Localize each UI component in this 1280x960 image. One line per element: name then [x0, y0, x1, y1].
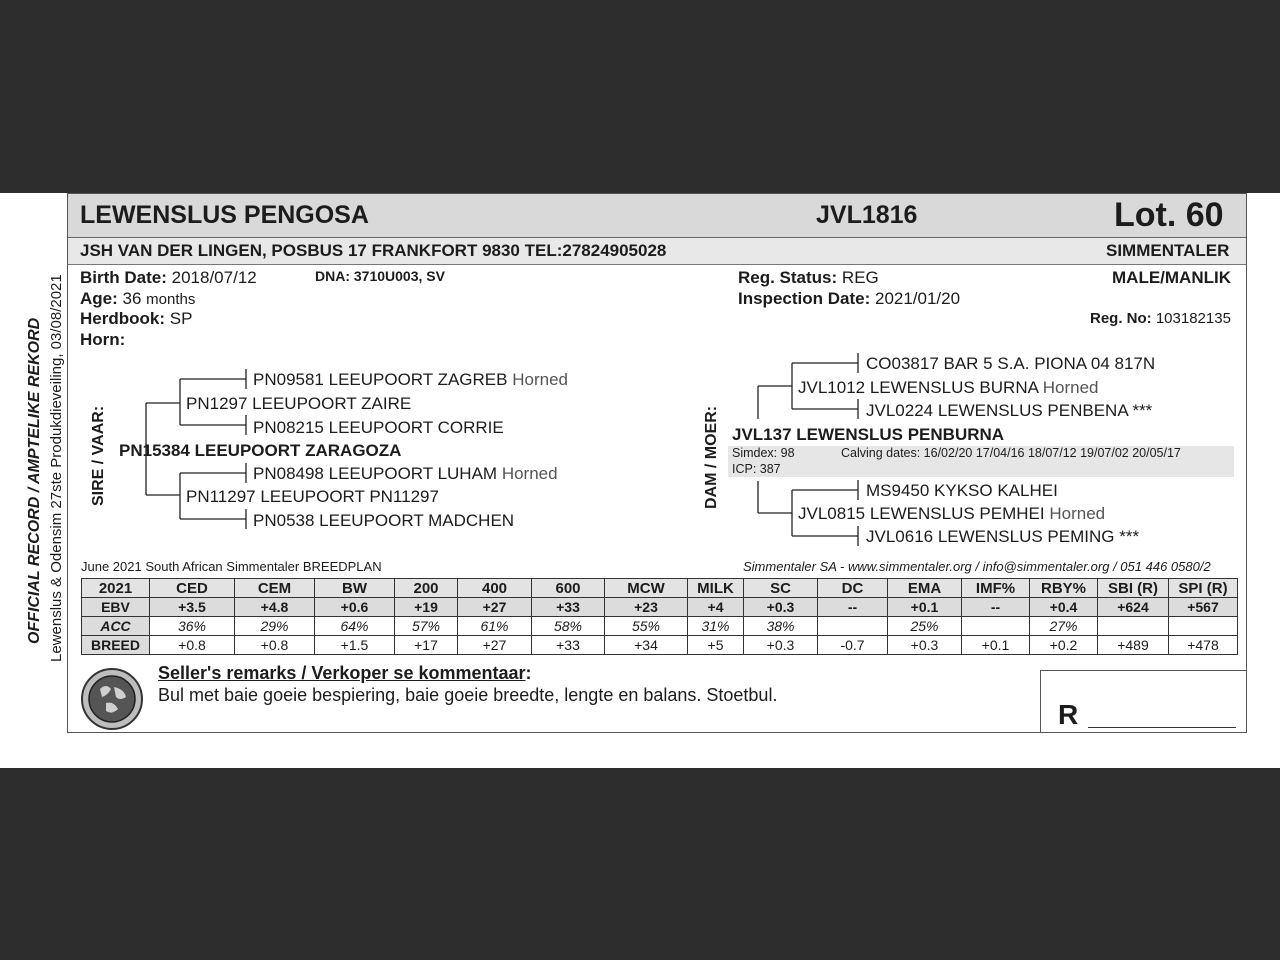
- table-header-cell: 400: [458, 579, 532, 598]
- table-cell: +23: [605, 598, 688, 617]
- remarks-text: Bul met baie goeie bespiering, baie goeie breedte, lengte en balans. Stoetbul.: [158, 685, 778, 705]
- sire-sire-dam: PN08215 LEEUPOORT CORRIE: [253, 418, 504, 437]
- dam-sire: JVL1012 LEWENSLUS BURNA Horned: [798, 378, 1099, 397]
- table-header-cell: DC: [818, 579, 888, 598]
- table-cell: +4: [688, 598, 744, 617]
- table-cell: 25%: [888, 617, 962, 636]
- table-cell: 27%: [1030, 617, 1098, 636]
- table-cell: --: [962, 598, 1030, 617]
- table-cell: 38%: [744, 617, 818, 636]
- animal-name: LEWENSLUS PENGOSA: [80, 201, 369, 229]
- lot-number: Lot. 60: [1114, 196, 1224, 234]
- table-header-cell: SC: [744, 579, 818, 598]
- table-row: [82, 598, 1238, 617]
- table-cell: +567: [1169, 598, 1238, 617]
- table-cell: +0.8: [235, 636, 315, 655]
- reg-no: Reg. No: 103182135: [1090, 310, 1231, 327]
- sire-dam-sire: PN08498 LEEUPOORT LUHAM Horned: [253, 464, 558, 483]
- table-header-cell: MILK: [688, 579, 744, 598]
- table-cell: +3.5: [150, 598, 235, 617]
- table-cell: +17: [395, 636, 458, 655]
- dam-sire-sire: CO03817 BAR 5 S.A. PIONA 04 817N: [866, 354, 1156, 373]
- table-header-cell: 2021: [82, 579, 150, 598]
- table-header-cell: MCW: [605, 579, 688, 598]
- calving-dates: Calving dates: 16/02/20 17/04/16 18/07/12 19/07/02 20/05/17: [841, 446, 1181, 460]
- table-header-cell: 200: [395, 579, 458, 598]
- dam-dam: JVL0815 LEWENSLUS PEMHEI Horned: [798, 504, 1106, 523]
- table-header-cell: 600: [532, 579, 605, 598]
- row-label-cell: ACC: [82, 617, 150, 636]
- table-header-cell: CED: [150, 579, 235, 598]
- table-cell: +0.3: [744, 636, 818, 655]
- table-cell: [962, 617, 1030, 636]
- sire-dam: PN11297 LEEUPOORT PN11297: [186, 487, 439, 506]
- table-cell: +19: [395, 598, 458, 617]
- breed-label: SIMMENTALER: [1106, 241, 1230, 260]
- reg-status: Reg. Status: REG: [738, 268, 879, 287]
- table-cell: +33: [532, 598, 605, 617]
- table-header-cell: EMA: [888, 579, 962, 598]
- icp: ICP: 387: [732, 462, 781, 476]
- sire-dam-dam: PN0538 LEEUPOORT MADCHEN: [253, 511, 515, 530]
- owner-line: JSH VAN DER LINGEN, POSBUS 17 FRANKFORT 9830 TEL:27824905028: [80, 241, 667, 260]
- official-record-label: OFFICIAL RECORD / AMPTELIKE REKORD: [26, 317, 43, 644]
- simmentaler-logo-icon: [80, 667, 144, 731]
- birth-date: Birth Date: 2018/07/12: [80, 268, 257, 287]
- sex-label: MALE/MANLIK: [1112, 268, 1231, 287]
- table-cell: 61%: [458, 617, 532, 636]
- table-row: [82, 636, 1238, 655]
- table-cell: +478: [1169, 636, 1238, 655]
- table-row: [82, 617, 1238, 636]
- breedplan-note: June 2021 South African Simmentaler BREEDPLAN: [81, 559, 382, 574]
- lot-card: [0, 193, 1280, 768]
- table-header-cell: SBI (R): [1098, 579, 1169, 598]
- dam: JVL137 LEWENSLUS PENBURNA: [732, 425, 1005, 444]
- row-label-cell: EBV: [82, 598, 150, 617]
- ebv-table: [81, 578, 1238, 655]
- inspection-date: Inspection Date: 2021/01/20: [738, 289, 961, 308]
- table-cell: -0.7: [818, 636, 888, 655]
- table-cell: [1098, 617, 1169, 636]
- table-header-cell: CEM: [235, 579, 315, 598]
- herdbook: Herdbook: SP: [80, 309, 193, 328]
- table-cell: +0.3: [744, 598, 818, 617]
- auction-label: Lewenslus & Odensim 27ste Produkdieveiling, 03/08/2021: [48, 274, 65, 662]
- row-label-cell: BREED: [82, 636, 150, 655]
- table-cell: [1169, 617, 1238, 636]
- table-cell: +4.8: [235, 598, 315, 617]
- table-cell: 36%: [150, 617, 235, 636]
- price-label: R: [1058, 699, 1079, 730]
- table-cell: 58%: [532, 617, 605, 636]
- table-cell: +1.5: [315, 636, 395, 655]
- table-header-cell: SPI (R): [1169, 579, 1238, 598]
- table-cell: 29%: [235, 617, 315, 636]
- dam-dam-sire: MS9450 KYKSO KALHEI: [866, 481, 1058, 500]
- table-cell: +5: [688, 636, 744, 655]
- table-header-cell: IMF%: [962, 579, 1030, 598]
- table-cell: +27: [458, 636, 532, 655]
- table-cell: +0.2: [1030, 636, 1098, 655]
- sire-label: SIRE / VAAR:: [90, 405, 107, 506]
- sire-sire-sire: PN09581 LEEUPOORT ZAGREB Horned: [253, 370, 568, 389]
- price-line[interactable]: [1088, 727, 1236, 728]
- age: Age: 36 months: [80, 289, 196, 308]
- horn: Horn:: [80, 330, 126, 349]
- table-cell: +0.8: [150, 636, 235, 655]
- table-cell: 57%: [395, 617, 458, 636]
- simdex: Simdex: 98: [732, 446, 795, 460]
- table-cell: +489: [1098, 636, 1169, 655]
- table-cell: 31%: [688, 617, 744, 636]
- dam-dam-dam: JVL0616 LEWENSLUS PEMING ***: [866, 527, 1140, 546]
- table-cell: +27: [458, 598, 532, 617]
- table-header-row: [82, 579, 1238, 598]
- table-header-cell: RBY%: [1030, 579, 1098, 598]
- table-cell: 64%: [315, 617, 395, 636]
- sire-sire: PN1297 LEEUPOORT ZAIRE: [186, 394, 412, 413]
- contact-note: Simmentaler SA - www.simmentaler.org / info@simmentaler.org / 051 446 0580/2: [743, 559, 1211, 574]
- remarks-title: Seller's remarks / Verkoper se kommentaar:: [158, 663, 532, 683]
- table-header-cell: BW: [315, 579, 395, 598]
- sire: PN15384 LEEUPOORT ZARAGOZA: [119, 441, 402, 460]
- table-cell: +624: [1098, 598, 1169, 617]
- table-cell: +0.4: [1030, 598, 1098, 617]
- table-cell: +0.1: [888, 598, 962, 617]
- dam-sire-dam: JVL0224 LEWENSLUS PENBENA ***: [866, 401, 1153, 420]
- table-cell: --: [818, 598, 888, 617]
- table-cell: [818, 617, 888, 636]
- table-cell: +34: [605, 636, 688, 655]
- table-cell: +33: [532, 636, 605, 655]
- dna-info: DNA: 3710U003, SV: [315, 268, 445, 284]
- dam-label: DAM / MOER:: [703, 405, 720, 509]
- table-cell: +0.6: [315, 598, 395, 617]
- animal-id: JVL1816: [816, 201, 918, 229]
- table-cell: 55%: [605, 617, 688, 636]
- table-cell: +0.3: [888, 636, 962, 655]
- table-cell: +0.1: [962, 636, 1030, 655]
